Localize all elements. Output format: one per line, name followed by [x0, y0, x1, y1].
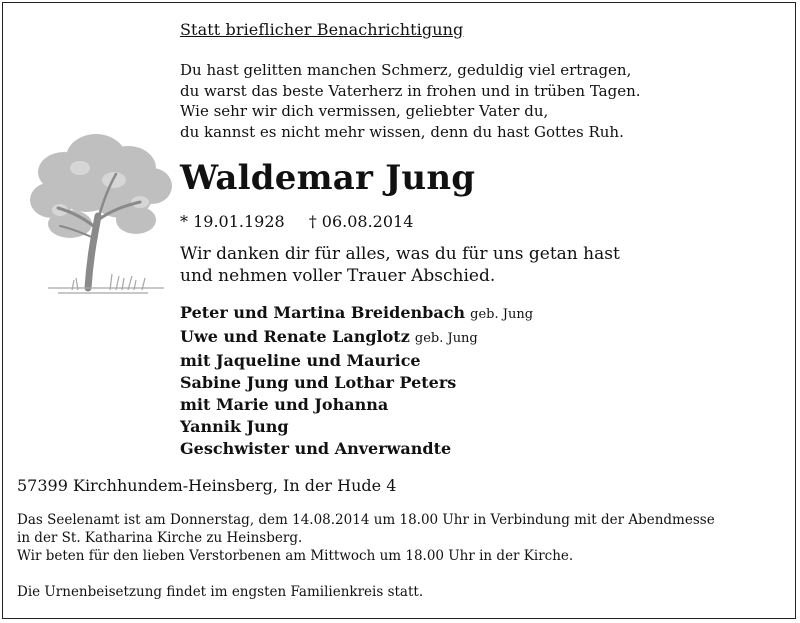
family-list — [180, 302, 533, 460]
poem-line: du warst das beste Vaterherz in frohen und in trüben Tagen. — [180, 81, 641, 100]
family-entry — [180, 326, 533, 350]
family-entry-name: Peter und Martina Breidenbach — [180, 303, 466, 322]
family-entry-name: Yannik Jung — [180, 417, 289, 436]
family-entry — [180, 350, 533, 372]
poem-line: Wie sehr wir dich vermissen, geliebter Vater du, — [180, 102, 549, 120]
service-notice — [17, 511, 715, 565]
notice-header: Statt brieflicher Benachrichtigung — [180, 20, 464, 39]
birth-date: * 19.01.1928 — [180, 212, 285, 231]
family-entry-suffix: geb. Jung — [414, 331, 478, 346]
family-entry-name: mit Marie und Johanna — [180, 395, 389, 414]
family-entry — [180, 302, 533, 326]
poem-line: Du hast gelitten manchen Schmerz, geduldig viel ertragen, — [180, 61, 632, 79]
poem — [180, 60, 641, 142]
family-entry-name: Uwe und Renate Langlotz — [180, 327, 410, 346]
life-dates — [180, 212, 413, 231]
thanks-text — [180, 244, 620, 287]
family-entry — [180, 416, 533, 438]
address: 57399 Kirchhundem-Heinsberg, In der Hude 4 — [17, 476, 397, 495]
family-entry-name: Geschwister und Anverwandte — [180, 439, 452, 458]
family-entry-suffix: geb. Jung — [470, 307, 534, 322]
deceased-name: Waldemar Jung — [180, 158, 476, 198]
thanks-line: und nehmen voller Trauer Abschied. — [180, 265, 496, 286]
death-date: † 06.08.2014 — [308, 212, 414, 231]
family-entry — [180, 394, 533, 416]
family-entry — [180, 438, 533, 460]
family-entry — [180, 372, 533, 394]
thanks-line: Wir danken dir für alles, was du für uns getan hast — [180, 244, 620, 264]
service-notice-line: Das Seelenamt ist am Donnerstag, dem 14.08.2014 um 18.00 Uhr in Verbindung mit der Abendmesse — [17, 512, 715, 528]
family-entry-name: mit Jaqueline und Maurice — [180, 351, 421, 370]
tree-illustration-icon — [24, 128, 184, 300]
service-notice-line: in der St. Katharina Kirche zu Heinsberg. — [17, 530, 303, 546]
urn-notice: Die Urnenbeisetzung findet im engsten Familienkreis statt. — [17, 584, 424, 600]
family-entry-name: Sabine Jung und Lothar Peters — [180, 373, 457, 392]
poem-line: du kannst es nicht mehr wissen, denn du hast Gottes Ruh. — [180, 122, 624, 141]
service-notice-line: Wir beten für den lieben Verstorbenen am Mittwoch um 18.00 Uhr in der Kirche. — [17, 548, 574, 564]
